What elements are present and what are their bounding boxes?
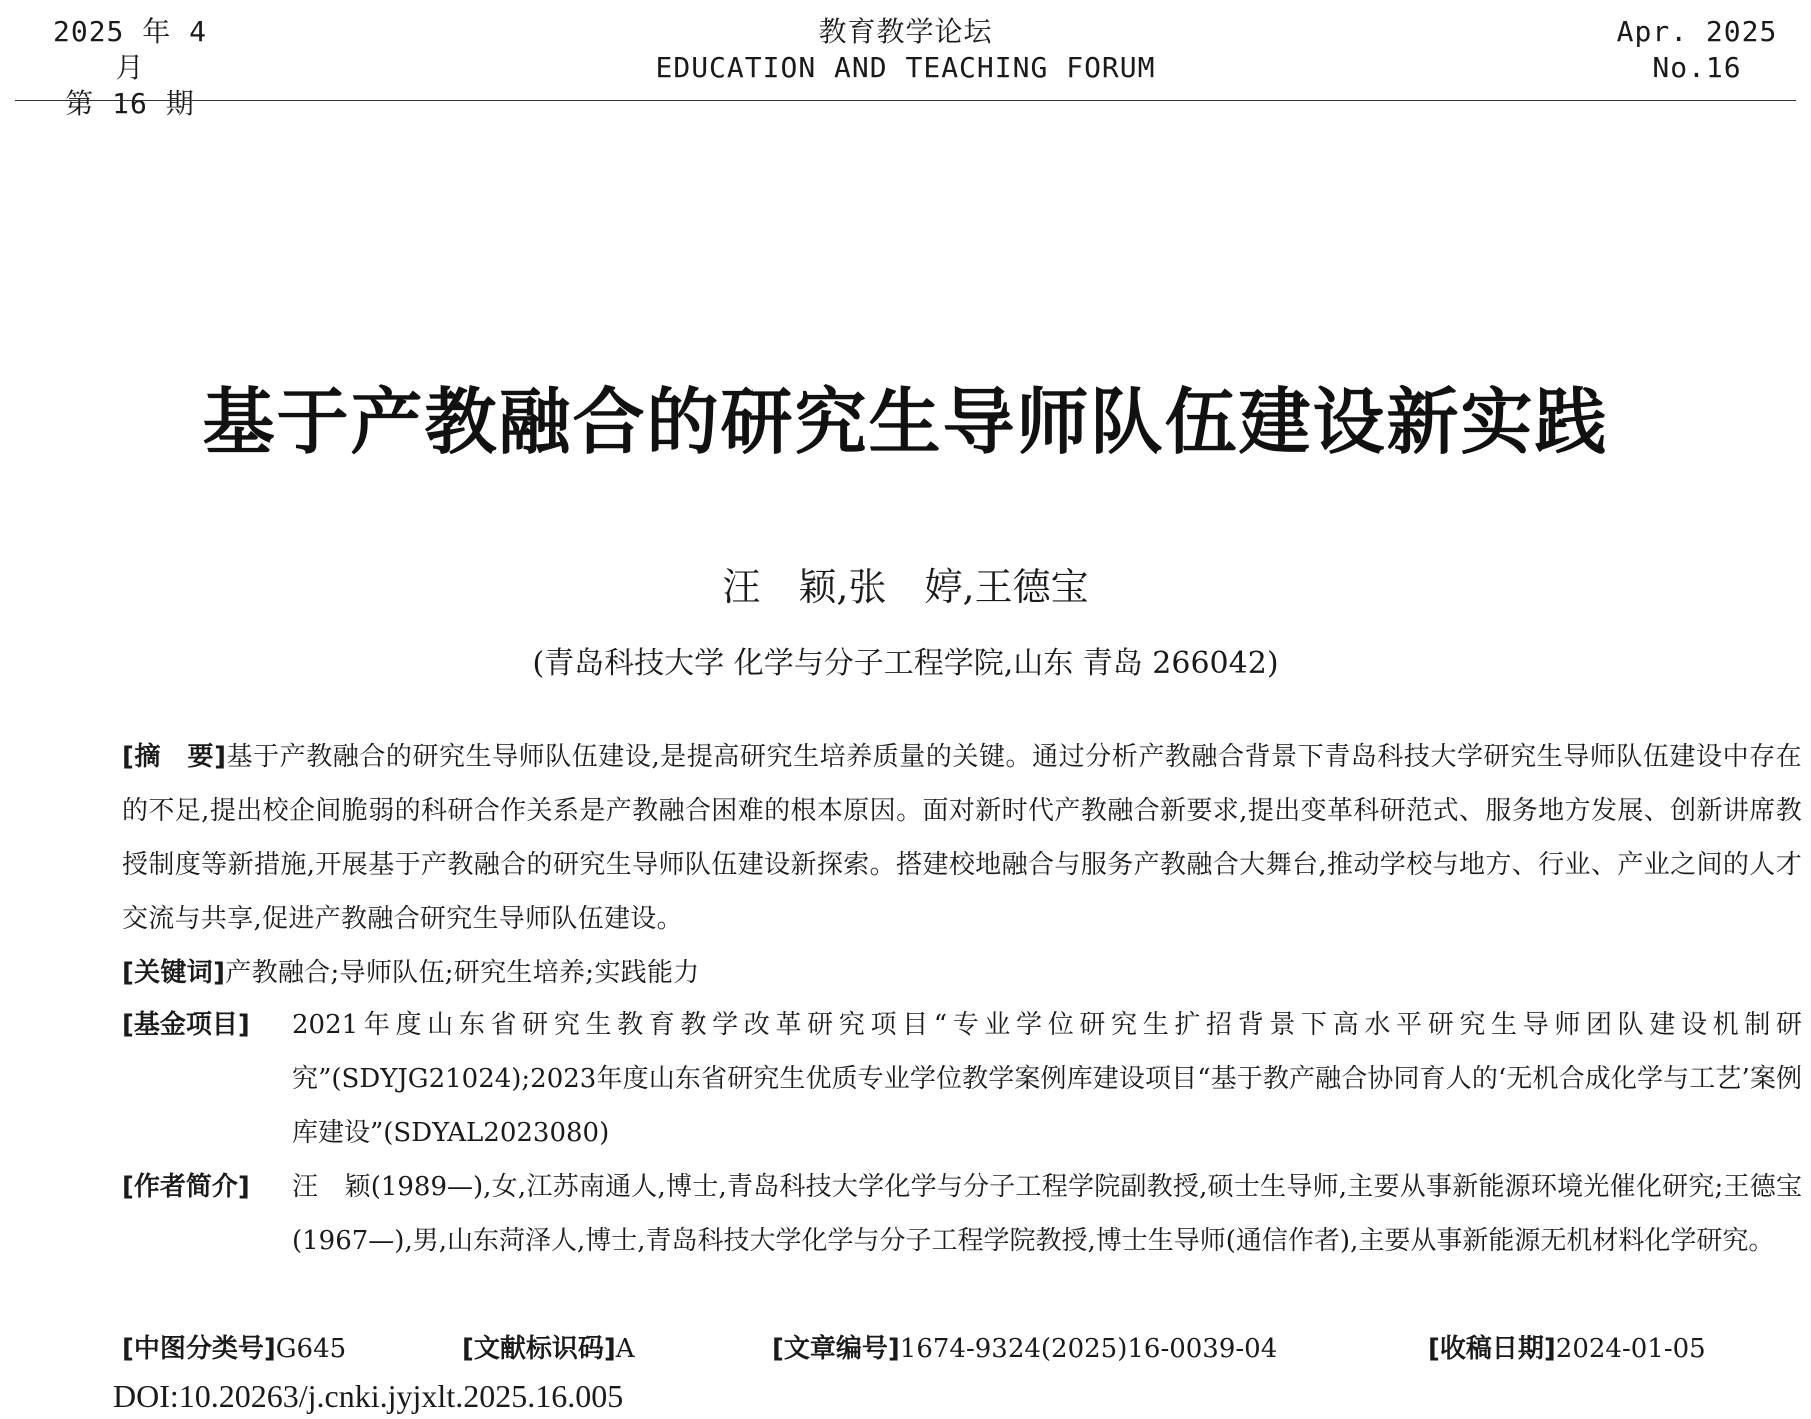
doc-code-value: A: [615, 1334, 635, 1364]
paper-authors: 汪 颖,张 婷,王德宝: [722, 565, 1089, 609]
clc-field: [122, 1322, 346, 1376]
header-right: [1597, 14, 1797, 86]
author-intro-label: [作者简介]: [122, 1172, 250, 1202]
doc-code-label: [文献标识码]: [462, 1334, 616, 1364]
abstract-label: [摘 要]: [122, 742, 227, 772]
abstract-block: [122, 730, 1802, 946]
article-no-field: [772, 1322, 1277, 1376]
keywords-block: [122, 946, 1802, 1000]
doc-code-field: [462, 1322, 635, 1376]
article-no-value: 1674-9324(2025)16-0039-04: [899, 1334, 1278, 1364]
header-date-en: Apr. 2025: [1616, 15, 1778, 48]
article-no-label: [文章编号]: [772, 1334, 900, 1364]
keywords-text: 产教融合;导师队伍;研究生培养;实践能力: [225, 958, 700, 988]
header-center: [0, 14, 1811, 86]
paper-affiliation: (青岛科技大学 化学与分子工程学院,山东 青岛 266042): [532, 646, 1279, 681]
header-issue-cn: 第 16 期: [65, 87, 195, 120]
author-intro-block: [122, 1160, 1802, 1268]
journal-name-en: EDUCATION AND TEACHING FORUM: [655, 51, 1156, 84]
fund-block: [122, 998, 1802, 1160]
paper-title: 基于产教融合的研究生导师队伍建设新实践: [202, 379, 1609, 464]
received-label: [收稿日期]: [1428, 1334, 1556, 1364]
abstract-text: 基于产教融合的研究生导师队伍建设,是提高研究生培养质量的关键。通过分析产教融合背景下青岛科技大学研究生导师队伍建设中存在的不足,提出校企间脆弱的科研合作关系是产教融合困难的根本原因。面对新时代产教融合新要求,提出变革科研范式、服务地方发展、创新讲席教授制度等新措施,开展基于产教融合的研究生导师队伍建设新探索。搭建校地融合与服务产教融合大舞台,推动学校与地方、行业、产业之间的人才交流与共享,促进产教融合研究生导师队伍建设。: [122, 742, 1802, 934]
doi-link[interactable]: DOI:10.20263/j.cnki.jyjxlt.2025.16.005: [113, 1378, 624, 1414]
fund-label: [基金项目]: [122, 1010, 250, 1040]
fund-text: 2021年度山东省研究生教育教学改革研究项目“专业学位研究生扩招背景下高水平研究生导师团队建设机制研究”(SDYJG21024);2023年度山东省研究生优质专业学位教学案例库建设项目“基于教产融合协同育人的‘无机合成化学与工艺’案例库建设”(SDYAL2023080): [292, 1010, 1802, 1148]
clc-value: G645: [275, 1334, 347, 1364]
author-intro-text: 汪 颖(1989—),女,江苏南通人,博士,青岛科技大学化学与分子工程学院副教授,硕士生导师,主要从事新能源环境光催化研究;王德宝(1967—),男,山东菏泽人,博士,青岛科技大学化学与分子工程学院教授,博士生导师(通信作者),主要从事新能源无机材料化学研究。: [292, 1172, 1802, 1256]
journal-name-cn: 教育教学论坛: [818, 15, 993, 48]
received-date-field: [1428, 1322, 1706, 1376]
received-value: 2024-01-05: [1555, 1334, 1706, 1364]
header-year-month: 2025 年 4 月: [52, 15, 207, 84]
header-rule: [15, 100, 1796, 101]
clc-label: [中图分类号]: [122, 1334, 276, 1364]
header-issue-en: No.16: [1652, 51, 1742, 84]
keywords-label: [关键词]: [122, 958, 226, 988]
